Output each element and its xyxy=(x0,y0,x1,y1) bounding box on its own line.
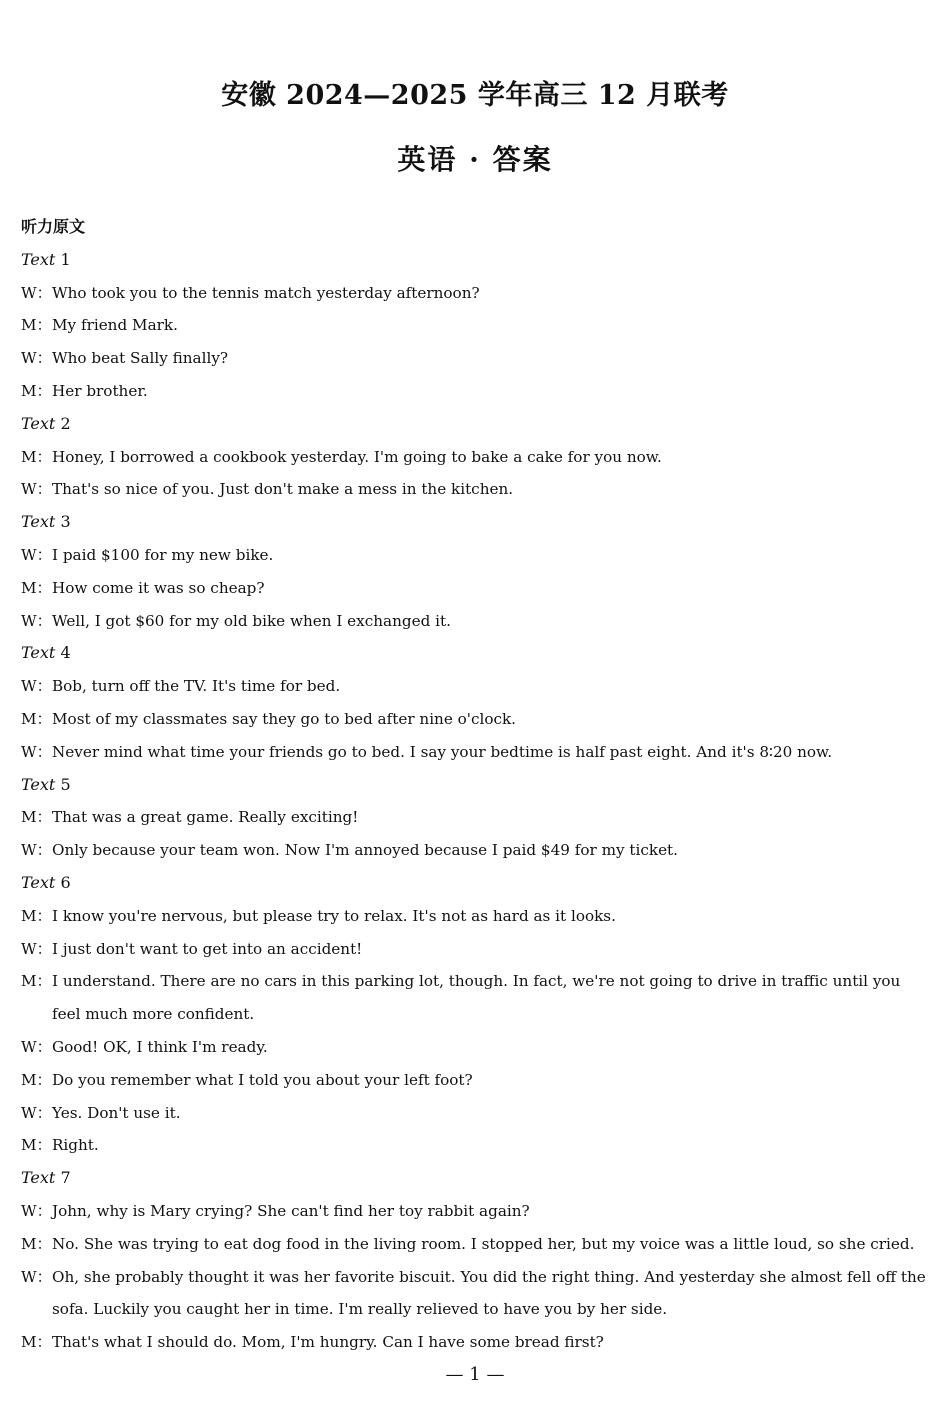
dialogue-text: I just don't want to get into an accident! xyxy=(52,939,363,958)
speaker-label: W： xyxy=(21,677,52,696)
dialogue-line xyxy=(21,1064,933,1097)
speaker-label: W： xyxy=(21,841,52,860)
dialogue-line xyxy=(21,900,933,933)
dialogue-text: Most of my classmates say they go to bed after nine o'clock. xyxy=(52,709,517,728)
speaker-label: M： xyxy=(21,316,52,335)
dialogue-text: That was a great game. Really exciting! xyxy=(52,808,359,827)
text-label xyxy=(21,408,933,441)
dialogue-line xyxy=(21,342,933,375)
speaker-label: M： xyxy=(21,578,52,597)
dialogue-text: How come it was so cheap? xyxy=(52,578,265,597)
speaker-label: W： xyxy=(21,283,52,302)
dialogue-text: My friend Mark. xyxy=(52,316,178,335)
text-label-number: 6 xyxy=(60,872,71,892)
speaker-label: W： xyxy=(21,1103,52,1122)
dialogue-line xyxy=(21,1261,933,1327)
dialogue-line xyxy=(21,1031,933,1064)
text-label xyxy=(21,769,933,802)
dialogue-text: I know you're nervous, but please try to relax. It's not as hard as it looks. xyxy=(52,906,616,925)
dialogue-text: Only because your team won. Now I'm annoyed because I paid $49 for my ticket. xyxy=(52,841,678,860)
speaker-label: W： xyxy=(21,349,52,368)
dialogue-line xyxy=(21,1326,933,1359)
dialogue-line xyxy=(21,1129,933,1162)
speaker-label: M： xyxy=(21,808,52,827)
speaker-label: M： xyxy=(21,906,52,925)
speaker-label: M： xyxy=(21,972,52,991)
dialogue-line xyxy=(21,1097,933,1130)
section-heading: 听力原文 xyxy=(21,217,86,236)
dialogue-line xyxy=(21,605,933,638)
speaker-label: M： xyxy=(21,1333,52,1352)
dialogue-text: Who took you to the tennis match yesterday afternoon? xyxy=(52,283,480,302)
dialogue-text: Right. xyxy=(52,1136,99,1155)
dialogue-text: Good! OK, I think I'm ready. xyxy=(52,1037,268,1056)
speaker-label: W： xyxy=(21,939,52,958)
speaker-label: W： xyxy=(21,1201,52,1220)
page-title: 安徽 2024—2025 学年高三 12 月联考 xyxy=(221,80,729,111)
dialogue-line xyxy=(21,473,933,506)
dialogue-line xyxy=(21,309,933,342)
speaker-label: M： xyxy=(21,1070,52,1089)
text-label xyxy=(21,867,933,900)
transcript-list xyxy=(21,244,933,1359)
dialogue-line xyxy=(21,965,933,1031)
speaker-label: W： xyxy=(21,545,52,564)
text-label-number: 3 xyxy=(60,512,71,532)
text-label-number: 1 xyxy=(60,249,71,269)
text-label-number: 4 xyxy=(60,643,71,663)
dialogue-line xyxy=(21,572,933,605)
speaker-label: W： xyxy=(21,1267,52,1286)
text-label-word: Text xyxy=(21,512,56,532)
dialogue-line xyxy=(21,375,933,408)
speaker-label: W： xyxy=(21,480,52,499)
dialogue-text: John, why is Mary crying? She can't find her toy rabbit again? xyxy=(52,1201,530,1220)
dialogue-text: No. She was trying to eat dog food in the living room. I stopped her, but my voice was a little loud, so she cried. xyxy=(52,1234,915,1253)
dialogue-text: I understand. There are no cars in this parking lot, though. In fact, we're not going to drive in traffic until you feel much more confident. xyxy=(52,972,901,1024)
text-label-word: Text xyxy=(21,643,56,663)
dialogue-text: I paid $100 for my new bike. xyxy=(52,545,274,564)
text-label-word: Text xyxy=(21,413,56,433)
dialogue-line xyxy=(21,277,933,310)
dialogue-text: Who beat Sally finally? xyxy=(52,349,229,368)
speaker-label: W： xyxy=(21,742,52,761)
text-label-number: 2 xyxy=(60,413,71,433)
text-label-word: Text xyxy=(21,1168,56,1188)
text-label-word: Text xyxy=(21,249,56,269)
dialogue-line xyxy=(21,1228,933,1261)
text-label-number: 5 xyxy=(60,774,71,794)
speaker-label: M： xyxy=(21,381,52,400)
speaker-label: W： xyxy=(21,1037,52,1056)
text-label xyxy=(21,506,933,539)
dialogue-text: Yes. Don't use it. xyxy=(52,1103,181,1122)
dialogue-text: That's what I should do. Mom, I'm hungry. Can I have some bread first? xyxy=(52,1333,604,1352)
speaker-label: M： xyxy=(21,447,52,466)
text-label-number: 7 xyxy=(60,1168,71,1188)
text-label xyxy=(21,637,933,670)
dialogue-line xyxy=(21,834,933,867)
dialogue-text: Oh, she probably thought it was her favorite biscuit. You did the right thing. And yesterday she almost fell off the sofa. Luckily you caught her in time. I'm really relieved to have you by her side. xyxy=(52,1267,926,1319)
dialogue-text: Never mind what time your friends go to bed. I say your bedtime is half past eight. And it's 8∶20 now. xyxy=(52,742,833,761)
dialogue-text: Bob, turn off the TV. It's time for bed. xyxy=(52,677,341,696)
speaker-label: W： xyxy=(21,611,52,630)
text-label xyxy=(21,244,933,277)
dialogue-text: Well, I got $60 for my old bike when I exchanged it. xyxy=(52,611,451,630)
page-subtitle: 英语 · 答案 xyxy=(397,143,553,176)
dialogue-line xyxy=(21,1195,933,1228)
dialogue-text: That's so nice of you. Just don't make a mess in the kitchen. xyxy=(52,480,514,499)
dialogue-line xyxy=(21,933,933,966)
speaker-label: M： xyxy=(21,709,52,728)
dialogue-line xyxy=(21,670,933,703)
dialogue-text: Her brother. xyxy=(52,381,148,400)
text-label-word: Text xyxy=(21,774,56,794)
speaker-label: M： xyxy=(21,1234,52,1253)
speaker-label: M： xyxy=(21,1136,52,1155)
dialogue-line xyxy=(21,736,933,769)
page-number: — 1 — xyxy=(445,1364,505,1385)
dialogue-line xyxy=(21,539,933,572)
dialogue-text: Honey, I borrowed a cookbook yesterday. I'm going to bake a cake for you now. xyxy=(52,447,662,466)
dialogue-line xyxy=(21,703,933,736)
dialogue-line xyxy=(21,801,933,834)
text-label-word: Text xyxy=(21,872,56,892)
dialogue-text: Do you remember what I told you about your left foot? xyxy=(52,1070,473,1089)
text-label xyxy=(21,1162,933,1195)
transcript-content xyxy=(21,211,933,1359)
dialogue-line xyxy=(21,441,933,474)
